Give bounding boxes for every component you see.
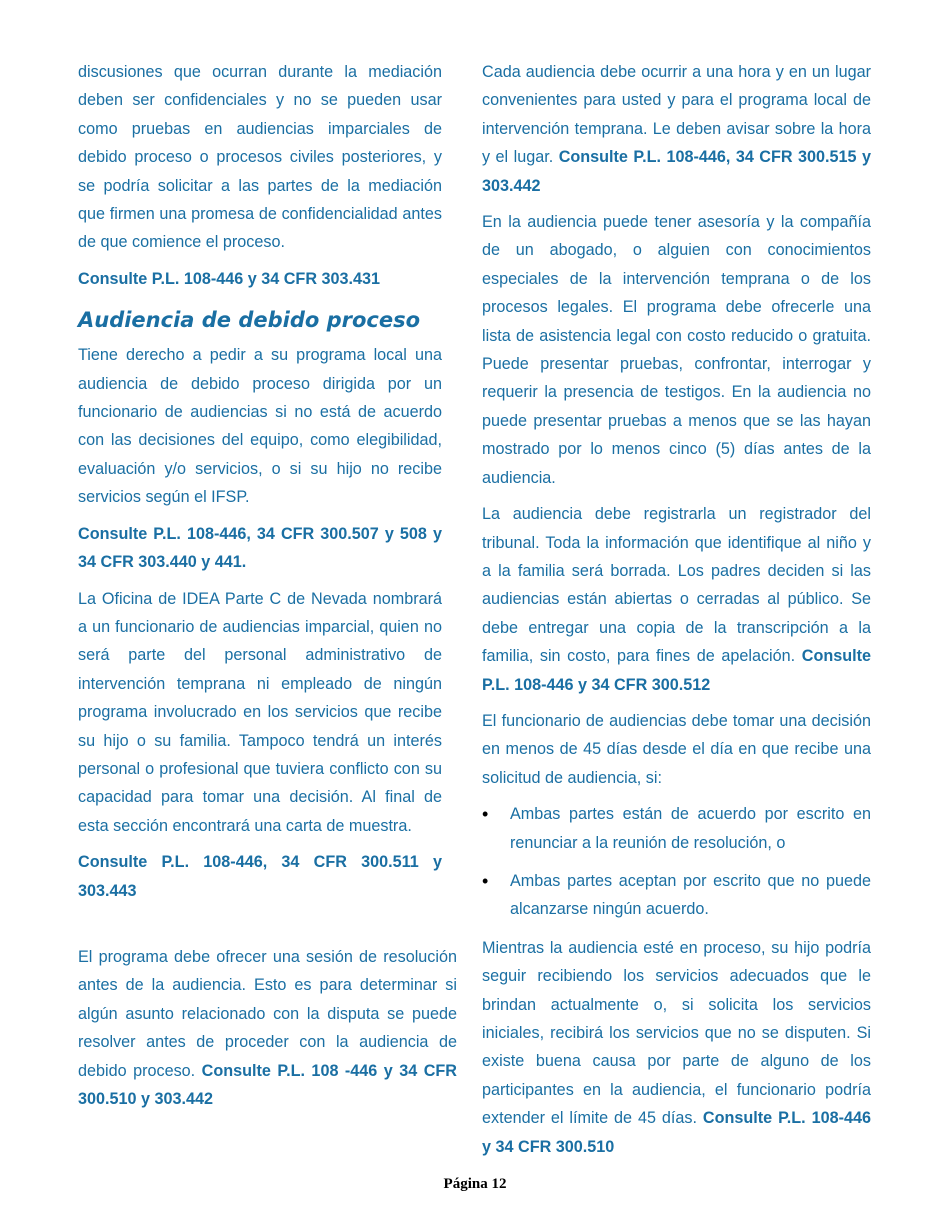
citation-300-507: Consulte P.L. 108-446, 34 CFR 300.507 y 508 y 34 CFR 303.440 y 441. (78, 524, 442, 572)
hearing-time-place-paragraph: Cada audiencia debe ocurrir a una hora y en un lugar convenientes para usted y para el programa local de intervención temprana. Le deben avisar sobre la hora y el lugar. Consulte P.L. 108-446, 34 CFR 300.515 y 303.442 (482, 63, 871, 195)
left-column (78, 58, 457, 1121)
citation-303-431: Consulte P.L. 108-446 y 34 CFR 303.431 (78, 269, 381, 288)
legal-counsel-paragraph: En la audiencia puede tener asesoría y la compañía de un abogado, o alguien con conocimientos especiales de la intervención temprana o de los procesos legales. El programa debe ofrecerle una lista de asistencia legal con costo reducido o gratuita. Puede presentar pruebas, confrontar, interrogar y requerir la presencia de testigos. En la audiencia no puede presentar pruebas a menos que se las hayan mostrado por lo menos cinco (5) días antes de la audiencia. (482, 213, 871, 487)
resolution-session-paragraph: El programa debe ofrecer una sesión de resolución antes de la audiencia. Esto es para determinar si algún asunto relacionado con la disputa se puede resolver antes de proceder con la audiencia de debido proceso. Consulte P.L. 108 -446 y 34 CFR 300.510 y 303.442 (78, 947, 457, 1108)
services-during-hearing-paragraph: Mientras la audiencia esté en proceso, su hijo podría seguir recibiendo los servicios adecuados que le brindan actualmente o, si solicita los servicios iniciales, recibirá los servicios que no se disputen. Si existe buena causa por parte de alguno de los participantes en la audiencia, el funcionario podría extender el límite de 45 días. Consulte P.L. 108-446 y 34 CFR 300.510 (482, 938, 871, 1156)
list-item: • Ambas partes están de acuerdo por escrito en renunciar a la reunión de resolución, o (482, 800, 871, 857)
due-process-right-paragraph: Tiene derecho a pedir a su programa local una audiencia de debido proceso dirigida por un funcionario de audiencias si no está de acuerdo con las decisiones del equipo, como elegibilidad, evaluación y/o servicios, o si su hijo no recibe servicios según el IFSP. (78, 346, 442, 507)
right-column (482, 58, 871, 1169)
page-number: Página 12 (443, 1176, 507, 1192)
citation-300-515: Consulte P.L. 108-446, 34 CFR 300.515 y 303.442 (482, 148, 871, 195)
citation-300-510-303-442: Consulte P.L. 108 -446 y 34 CFR 300.510 y 303.442 (78, 1061, 457, 1108)
citation-300-511: Consulte P.L. 108-446, 34 CFR 300.511 y 303.443 (78, 853, 442, 900)
section-heading-due-process: Audiencia de debido proceso (78, 308, 421, 333)
list-item: • Ambas partes aceptan por escrito que no puede alcanzarse ningún acuerdo. (482, 867, 871, 924)
court-reporter-paragraph: La audiencia debe registrarla un registrador del tribunal. Toda la información que identifique al niño y a la familia será borrada. Los padres deciden si las audiencias están abiertas o cerradas al público. Se debe entregar una copia de la transcripción a la familia, sin costo, para fines de apelación. Consulte P.L. 108-446 y 34 CFR 300.512 (482, 505, 871, 694)
decision-deadline-paragraph: El funcionario de audiencias debe tomar una decisión en menos de 45 días desde el día en que recibe una solicitud de audiencia, si: (482, 711, 871, 787)
citation-300-512: Consulte P.L. 108-446 y 34 CFR 300.512 (482, 647, 871, 694)
conditions-list (482, 800, 871, 924)
mediation-confidentiality-paragraph: discusiones que ocurran durante la mediación deben ser confidenciales y no se pueden usar como pruebas en audiencias imparciales de debido proceso o procesos civiles posteriores, y se podría solicitar a las partes de la mediación que firmen una promesa de confidencialidad antes de que comience el proceso. (78, 63, 442, 252)
citation-300-510: Consulte P.L. 108-446 y 34 CFR 300.510 (482, 1109, 871, 1156)
hearing-officer-paragraph: La Oficina de IDEA Parte C de Nevada nombrará a un funcionario de audiencias imparcial, quien no será parte del personal administrativo de intervención temprana ni empleado de ningún programa involucrado en los servicios que recibe su hijo o su familia. Tampoco tendrá un interés personal o profesional que tuviera conflicto con su capacidad para tomar una decisión. Al final de esta sección encontrará una carta de muestra. (78, 589, 442, 835)
